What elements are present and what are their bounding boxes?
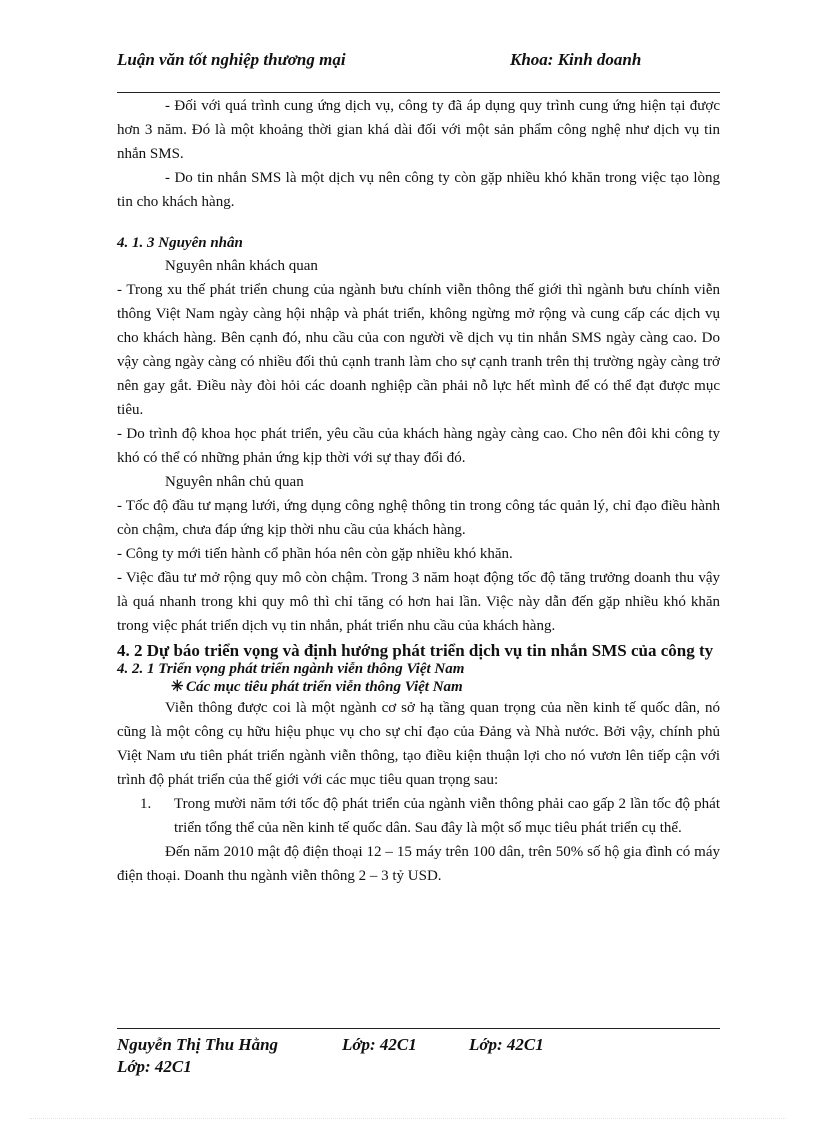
header-faculty: Khoa: Kinh doanh <box>510 50 642 69</box>
footer-author-name: Nguyễn Thị Thu Hằng <box>117 1035 279 1054</box>
footer-divider <box>117 1028 720 1029</box>
section-heading-4-1-3: 4. 1. 3 Nguyên nhân <box>117 235 243 251</box>
asterisk-icon: ✳ <box>171 679 184 695</box>
item-number: 1. <box>140 796 152 812</box>
subheading-development-goals-text: Các mục tiêu phát triển viễn thông Việt Nam <box>186 679 463 695</box>
footer-class-2: Lớp: 42C1 <box>469 1035 544 1054</box>
paragraph-equitization: - Công ty mới tiến hành cổ phần hóa nên còn gặp nhiều khó khăn. <box>117 546 513 562</box>
page-header <box>117 50 720 92</box>
subheading-development-goals <box>117 678 720 696</box>
paragraph-scale-expansion: - Việc đầu tư mở rộng quy mô còn chậm. Trong 3 năm hoạt động tốc độ tăng trưởng doanh thu vậy là quá nhanh trong khi quy mô thì chỉ tăng có hơn hai lần. Việc này dẫn đến gặp nhiều khó khăn trong việc phát triển dịch vụ tin nhắn, phát triển nhu cầu của khách hàng. <box>117 570 720 634</box>
paragraph-network-investment: - Tốc độ đầu tư mạng lưới, ứng dụng công nghệ thông tin trong công tác quản lý, chỉ đạo điều hành còn chậm, chưa đáp ứng kịp thời nhu cầu của khách hàng. <box>117 498 720 538</box>
section-heading-4-2: 4. 2 Dự báo triển vọng và định hướng phát triển dịch vụ tin nhắn SMS của công ty <box>117 641 714 660</box>
footer-class-3: Lớp: 42C1 <box>117 1057 192 1076</box>
item-text: Trong mười năm tới tốc độ phát triển của ngành viễn thông phải cao gấp 2 lần tốc độ phát triển tổng thể của nền kinh tế quốc dân. Sau đây là một số mục tiêu phát triển cụ thể. <box>174 796 720 836</box>
paragraph-telecom-importance: Viễn thông được coi là một ngành cơ sở hạ tầng quan trọng của nền kinh tế quốc dân, nó cũng là một công cụ hữu hiệu phục vụ cho sự chỉ đạo của Đảng và Nhà nước. Bởi vậy, chính phủ Việt Nam ưu tiên phát triển ngành viễn thông, tạo điều kiện thuận lợi cho nó vươn lên tiếp cận với trình độ phát triển của thế giới với các mục tiêu quan trọng sau: <box>117 700 720 788</box>
page-footer <box>117 1034 720 1078</box>
header-thesis-title: Luận văn tốt nghiệp thương mại <box>117 50 346 69</box>
paragraph-supply-process: - Đối với quá trình cung ứng dịch vụ, công ty đã áp dụng quy trình cung ứng hiện tại được hơn 3 năm. Đó là một khoảng thời gian khá dài đối với một sản phẩm công nghệ như dịch vụ tin nhắn SMS. <box>117 98 720 162</box>
document-body <box>117 94 720 888</box>
paragraph-industry-trend: - Trong xu thế phát triển chung của ngành bưu chính viễn thông thế giới thì ngành bưu chính viễn thông Việt Nam ngày càng hội nhập và phát triển, không ngừng mở rộng và cung cấp các dịch vụ cho khách hàng. Bên cạnh đó, nhu cầu của con người về dịch vụ tin nhắn SMS ngày càng cao. Do vậy càng ngày càng có nhiều đối thủ cạnh tranh làm cho sự cạnh tranh trên thị trường ngày càng trở nên gay gắt. Điều này đòi hỏi các doanh nghiệp cần phải nỗ lực hết mình để có thể đạt được mục tiêu. <box>117 282 720 418</box>
paragraph-customer-demand: - Do trình độ khoa học phát triển, yêu cầu của khách hàng ngày càng cao. Cho nên đôi khi công ty khó có thể có những phản ứng kịp thời với sự thay đổi đó. <box>117 426 720 466</box>
subheading-subjective-causes: Nguyên nhân chủ quan <box>165 474 304 490</box>
paragraph-2010-targets: Đến năm 2010 mật độ điện thoại 12 – 15 máy trên 100 dân, trên 50% số hộ gia đình có máy điện thoại. Doanh thu ngành viễn thông 2 – 3 tỷ USD. <box>117 844 720 884</box>
header-divider <box>117 92 720 93</box>
footer-class-1: Lớp: 42C1 <box>342 1035 417 1054</box>
numbered-item-1 <box>117 792 720 840</box>
document-page <box>117 0 720 1123</box>
paragraph-customer-trust: - Do tin nhắn SMS là một dịch vụ nên công ty còn gặp nhiều khó khăn trong việc tạo lòng tin cho khách hàng. <box>117 170 720 210</box>
section-heading-4-2-1: 4. 2. 1 Triển vọng phát triển ngành viễn thông Việt Nam <box>117 661 465 677</box>
subheading-objective-causes: Nguyên nhân khách quan <box>165 258 318 274</box>
page-edge <box>30 1118 786 1119</box>
